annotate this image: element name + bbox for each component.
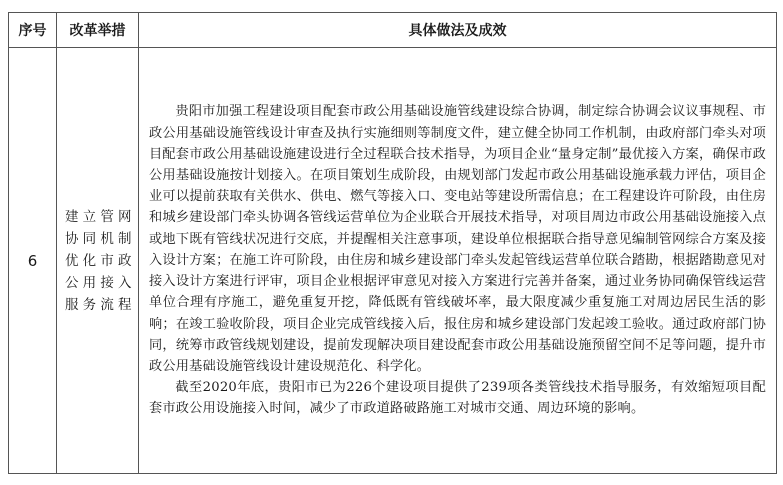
header-number: 序号	[9, 13, 57, 48]
row-measure-cell	[57, 48, 139, 474]
row-details-cell	[139, 48, 777, 474]
table-row	[9, 48, 777, 474]
detail-paragraph: 贵阳市加强工程建设项目配套市政公用基础设施管线建设综合协调，制定综合协调会议议事规程、市政公用基础设施管线设计审查及执行实施细则等制度文件，建立健全协同工作机制，由政府部门牵头对项目配套市政公用基础设施建设进行全过程联合技术指导，为项目企业“量身定制”最优接入方案，确保市政公用基础设施按计划接入。在项目策划生成阶段，由规划部门发起市政公用基础设施承载力评估，项目企业可以提前获取有关供水、供电、燃气等接入口、变电站等建设所需信息；在工程建设许可阶段，由住房和城乡建设部门牵头协调各管线运营单位为企业联合开展技术指导，对项目周边市政公用基础设施接入点或地下既有管线状况进行交底，并提醒相关注意事项，建设单位根据联合指导意见编制管网综合方案及接入设计方案；在施工许可阶段，由住房和城乡建设部门牵头发起管线运营单位联合踏勘，根据踏勘意见对接入设计方案进行评审，项目企业根据评审意见对接入方案进行完善并备案，通过业务协同确保管线运营单位合理有序施工，避免重复开挖，降低既有管线破坏率，最大限度减少重复施工对周边居民生活的影响；在竣工验收阶段，项目企业完成管线接入后，报住房和城乡建设部门发起竣工验收。通过政府部门协同，统筹市政管线规划建设，提前发现解决项目建设配套市政公用基础设施预留空间不足等问题，提升市政公用基础设施管线设计建设规范化、科学化。	[149, 104, 766, 374]
detail-paragraph: 截至2020年底，贵阳市已为226个建设项目提供了239项各类管线技术指导服务，有效缩短项目配套市政公用设施接入时间，减少了市政道路破路施工对城市交通、周边环境的影响。	[149, 380, 766, 417]
header-measure: 改革举措	[57, 13, 139, 48]
header-details: 具体做法及成效	[139, 13, 777, 48]
row-number: 6	[9, 48, 57, 474]
row-measure: 建立管网协同机制优化市政公用接入服务流程	[65, 208, 132, 313]
reform-measures-table	[8, 12, 777, 474]
table-header-row	[9, 13, 777, 48]
